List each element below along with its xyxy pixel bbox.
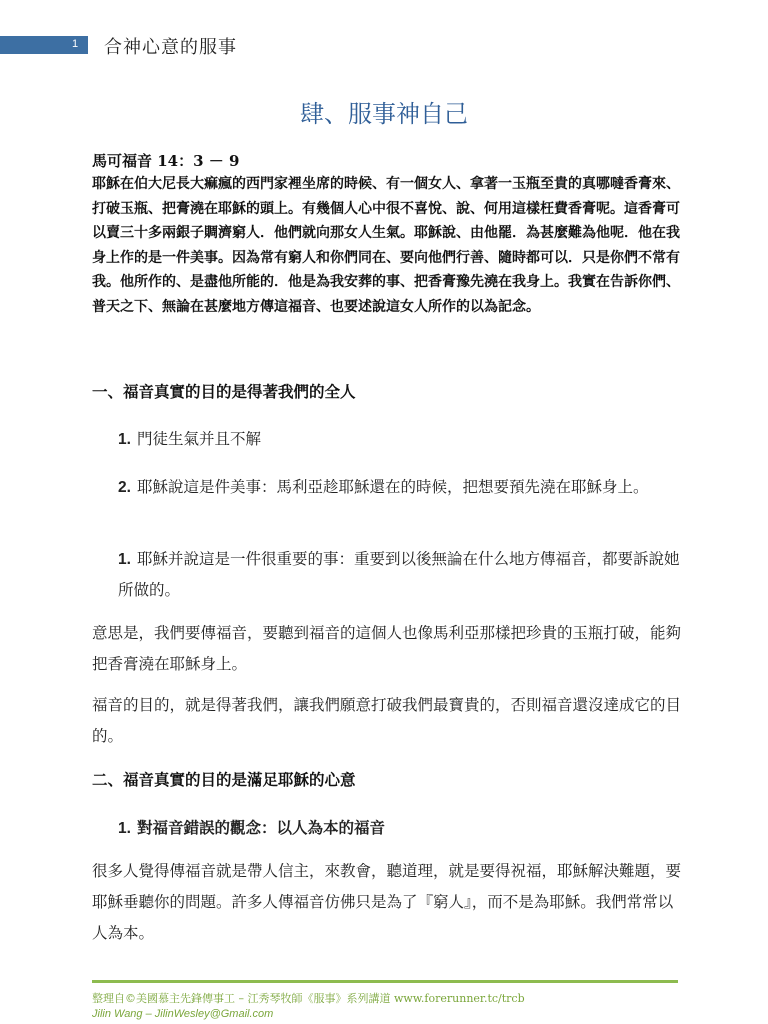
paragraph: 意思是，我們要傳福音，要聽到福音的這個人也像馬利亞那樣把珍貴的玉瓶打破，能夠把香膏澆在耶穌身上。 — [92, 624, 682, 673]
scripture-text: 耶穌在伯大尼長大痲瘋的西門家裡坐席的時候、有一個女人、拿著一玉瓶至貴的真哪噠香膏來、打破玉瓶、把膏澆在耶穌的頭上。有幾個人心中很不喜悅、說、何用這樣枉費香膏呢。這香膏可以賣三十多兩銀子賙濟窮人．他們就向那女人生氣。耶穌說、由他罷．為甚麼難為他呢．他在我身上作的是一件美事。因為常有窮人和你們同在、要向他們行善、隨時都可以．只是你們不常有我。他所作的、是盡他所能的．他是為我安葬的事、把香膏豫先澆在我身上。我實在告訴你們、普天之下、無論在甚麼地方傳這福音、也要述說這女人所作的以為記念。 — [92, 176, 680, 315]
page-title: 肆、服事神自己 — [300, 100, 468, 128]
list-item — [118, 472, 668, 503]
footer-contact: Jilin Wang – JilinWesley@Gmail.com — [92, 1008, 274, 1020]
paragraph: 很多人覺得傳福音就是帶人信主，來教會，聽道理，就是要得祝福，耶穌解決難題，要耶穌垂聽你的問題。許多人傳福音仿佛只是為了『窮人』，而不是為耶穌。我們常常以人為本。 — [92, 862, 682, 942]
list-number: 1. — [118, 820, 131, 837]
section-heading-2: 二、福音真實的目的是滿足耶穌的心意 — [92, 770, 356, 789]
footer-divider — [92, 980, 678, 983]
list-item — [118, 812, 678, 844]
section-heading-1: 一、福音真實的目的是得著我們的全人 — [92, 382, 356, 401]
scripture-reference: 馬可福音 14：3 － 9 — [92, 152, 240, 170]
list-item — [118, 424, 678, 455]
list-item-text: 耶穌并說這是一件很重要的事：重要到以後無論在什么地方傳福音，都要訴說她所做的。 — [118, 550, 680, 599]
list-item-text: 對福音錯誤的觀念：以人為本的福音 — [136, 818, 385, 837]
running-title: 合神心意的服事 — [104, 37, 237, 58]
footer-source: 整理自©美國慕主先鋒傳事工 – 江秀琴牧師《服事》系列講道 www.forerunner.tc/trcb — [92, 992, 525, 1005]
paragraph: 福音的目的，就是得著我們，讓我們願意打破我們最寶貴的，否則福音還沒達成它的目的。 — [92, 696, 682, 745]
page-number: 1 — [72, 38, 79, 50]
list-number: 1. — [118, 431, 131, 448]
list-number: 2. — [118, 479, 131, 496]
list-item — [118, 544, 683, 606]
list-item-text: 門徒生氣并且不解 — [136, 430, 261, 448]
list-item-text: 耶穌說這是件美事：馬利亞趁耶穌還在的時候，把想要預先澆在耶穌身上。 — [136, 478, 649, 496]
list-number: 1. — [118, 551, 131, 568]
